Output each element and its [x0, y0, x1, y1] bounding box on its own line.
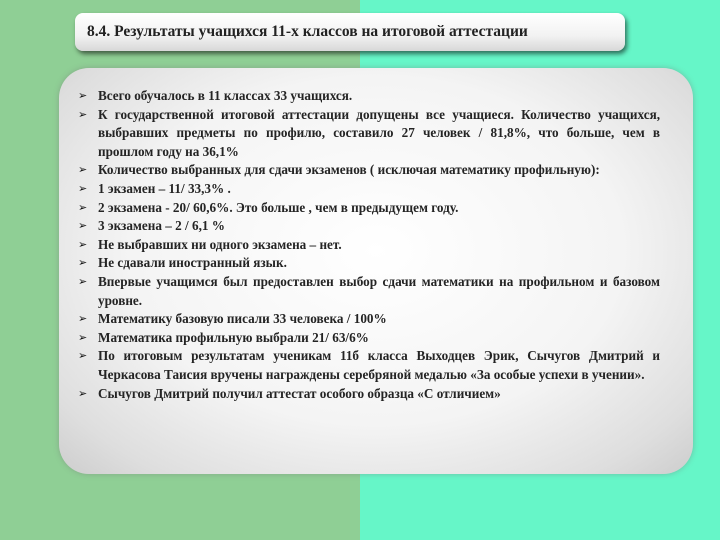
list-item: ➢ Впервые учащимся был предоставлен выбор сдачи математики на профильном и базовом уровне. [78, 273, 660, 308]
arrow-bullet-icon: ➢ [78, 163, 88, 177]
bullet-list [78, 87, 660, 403]
arrow-bullet-icon: ➢ [78, 349, 88, 363]
arrow-bullet-icon: ➢ [78, 312, 88, 326]
arrow-bullet-icon: ➢ [78, 200, 88, 214]
list-item: ➢ 2 экзамена - 20/ 60,6%. Это больше , чем в предыдущем году. [78, 199, 660, 218]
arrow-bullet-icon: ➢ [78, 274, 88, 288]
arrow-bullet-icon: ➢ [78, 181, 88, 195]
list-item: ➢ 3 экзамена – 2 / 6,1 % [78, 217, 660, 236]
list-item: ➢ Количество выбранных для сдачи экзаменов ( исключая математику профильную): [78, 161, 660, 180]
arrow-bullet-icon: ➢ [78, 256, 88, 270]
list-item: ➢ Сычугов Дмитрий получил аттестат особого образца «С отличием» [78, 385, 660, 404]
slide-title: 8.4. Результаты учащихся 11-х классов на итоговой аттестации [87, 23, 528, 40]
list-item: ➢ По итоговым результатам ученикам 11б класса Выходцев Эрик, Сычугов Дмитрий и Черкасова Таисия вручены награждены серебряной медалью «За особые успехи в учении». [78, 348, 660, 382]
arrow-bullet-icon: ➢ [78, 237, 88, 251]
list-item: ➢ Математика профильную выбрали 21/ 63/6% [78, 329, 660, 348]
list-item: ➢ Не сдавали иностранный язык. [78, 254, 660, 273]
arrow-bullet-icon: ➢ [78, 386, 88, 400]
arrow-bullet-icon: ➢ [78, 107, 88, 121]
arrow-bullet-icon: ➢ [78, 330, 88, 344]
arrow-bullet-icon: ➢ [78, 89, 88, 102]
list-item: ➢ Всего обучалось в 11 классах 33 учащихся. [78, 87, 660, 106]
slide-title-bar [75, 13, 625, 51]
list-item: ➢ Математику базовую писали 33 человека / 100% [78, 310, 660, 329]
list-item: ➢ 1 экзамен – 11/ 33,3% . [78, 180, 660, 199]
list-item: ➢ Не выбравших ни одного экзамена – нет. [78, 236, 660, 255]
arrow-bullet-icon: ➢ [78, 219, 88, 233]
list-item: ➢ К государственной итоговой аттестации допущены все учащиеся. Количество учащихся, выбравших предметы по профилю, составило 27 человек / 81,8%, что больше, чем в прошлом году на 36,1% [78, 106, 660, 159]
